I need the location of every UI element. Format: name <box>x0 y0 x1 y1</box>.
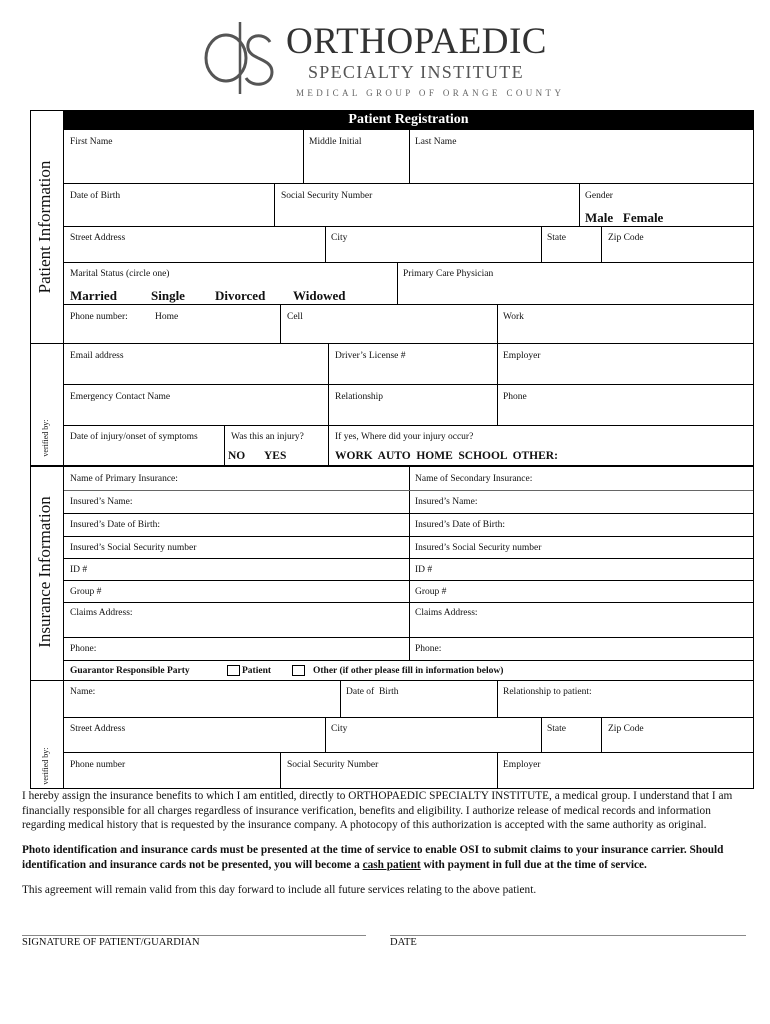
guarantor-dob-label: Date of Birth <box>346 687 399 697</box>
insurance-phone-label-1: Phone: <box>70 644 97 654</box>
group-label-2: Group # <box>415 587 447 597</box>
signature-label: SIGNATURE OF PATIENT/GUARDIAN <box>22 937 200 948</box>
emergency-phone-label: Phone <box>503 392 527 402</box>
gender-options[interactable]: Male Female <box>585 210 664 225</box>
was-injury-label: Was this an injury? <box>231 432 304 442</box>
patient-option-label: Patient <box>242 666 272 676</box>
insured-name-label-1: Insured’s Name: <box>70 497 133 507</box>
patient-info-label: Patient Information <box>35 160 54 294</box>
injury-yes[interactable]: YES <box>264 450 287 462</box>
validity-paragraph: This agreement will remain valid from this day forward to include all future services relating to the above patient. <box>22 884 537 896</box>
primary-insurance-label: Name of Primary Insurance: <box>70 474 178 484</box>
date-label: DATE <box>390 937 417 948</box>
guarantor-street-label: Street Address <box>70 724 126 734</box>
relationship-label: Relationship <box>335 392 384 402</box>
injury-no[interactable]: NO <box>228 450 246 462</box>
guarantor-phone-label: Phone number <box>70 760 126 770</box>
marital-divorced[interactable]: Divorced <box>215 288 266 303</box>
verified-by-label-2: verified by: <box>41 747 50 785</box>
phone-number-label: Phone number: <box>70 312 128 322</box>
id-label-2: ID # <box>415 565 433 575</box>
cash-patient-text: cash patient <box>362 858 421 871</box>
drivers-license-label: Driver’s License # <box>335 351 406 361</box>
state-label: State <box>547 233 566 243</box>
group-label-1: Group # <box>70 587 102 597</box>
other-checkbox[interactable] <box>292 665 305 676</box>
employer-label: Employer <box>503 351 541 361</box>
home-phone-label: Home <box>155 312 179 322</box>
guarantor-ssn-label: Social Security Number <box>287 760 379 770</box>
city-label: City <box>331 233 348 243</box>
guarantor-employer-label: Employer <box>503 760 541 770</box>
insurance-phone-label-2: Phone: <box>415 644 442 654</box>
work-phone-label: Work <box>503 312 524 322</box>
street-label: Street Address <box>70 233 126 243</box>
signature-line[interactable] <box>22 935 366 936</box>
form-title: Patient Registration <box>348 112 469 127</box>
guarantor-name-label: Name: <box>70 687 96 697</box>
injury-where-options[interactable]: WORK AUTO HOME SCHOOL OTHER: <box>335 450 558 462</box>
emergency-contact-label: Emergency Contact Name <box>70 392 171 402</box>
guarantor-title: Guarantor Responsible Party <box>70 666 190 676</box>
photo-id-text-b: with payment in full due at the time of service. <box>420 858 647 871</box>
marital-label: Marital Status (circle one) <box>70 269 170 279</box>
injury-date-label: Date of injury/onset of symptoms <box>70 432 198 442</box>
first-name-label: First Name <box>70 137 113 147</box>
assignment-paragraph: I hereby assign the insurance benefits to which I am entitled, directly to ORTHOPAEDIC SPECIALTY INSTITUTE, a medical group. I understand that I am financially responsible for all charges regardless of insurance verification, benefits and eligibility. I authorize release of medical records and information regarding medical history that is requested by the insurance company. A photocopy of this authorization is accepted with the same authority as original. <box>22 790 733 832</box>
claims-address-label-1: Claims Address: <box>70 608 133 618</box>
insured-ssn-label-1: Insured’s Social Security number <box>70 543 197 553</box>
patient-checkbox[interactable] <box>227 665 240 676</box>
dob-label: Date of Birth <box>70 191 121 201</box>
insured-dob-label-2: Insured’s Date of Birth: <box>415 520 505 530</box>
gender-label: Gender <box>585 191 613 201</box>
insured-dob-label-1: Insured’s Date of Birth: <box>70 520 160 530</box>
brand-main: ORTHOPAEDIC <box>286 21 547 62</box>
zip-label: Zip Code <box>608 233 644 243</box>
cell-phone-label: Cell <box>287 312 303 322</box>
insured-name-label-2: Insured’s Name: <box>415 497 478 507</box>
middle-initial-label: Middle Initial <box>309 137 362 147</box>
photo-id-paragraph <box>22 843 752 872</box>
brand-tag: MEDICAL GROUP OF ORANGE COUNTY <box>296 88 565 98</box>
other-option-label: Other (if other please fill in information below) <box>313 666 504 676</box>
guarantor-zip-label: Zip Code <box>608 724 644 734</box>
photo-id-text-a: Photo identification and insurance cards must be presented at the time of service to enable OSI to submit claims to your insurance carrier. Should identification and insurance cards not be presented, you will become a <box>22 844 724 871</box>
logo <box>200 18 280 96</box>
guarantor-state-label: State <box>547 724 566 734</box>
email-label: Email address <box>70 351 124 361</box>
insured-ssn-label-2: Insured’s Social Security number <box>415 543 542 553</box>
brand-sub: SPECIALTY INSTITUTE <box>308 62 524 82</box>
marital-married[interactable]: Married <box>70 288 117 303</box>
last-name-label: Last Name <box>415 137 457 147</box>
insurance-info-label: Insurance Information <box>35 496 54 648</box>
ssn-label: Social Security Number <box>281 191 373 201</box>
where-injury-label: If yes, Where did your injury occur? <box>335 432 474 442</box>
marital-single[interactable]: Single <box>151 288 185 303</box>
verified-by-label-1: verified by: <box>41 419 50 457</box>
pcp-label: Primary Care Physician <box>403 269 494 279</box>
id-label-1: ID # <box>70 565 88 575</box>
claims-address-label-2: Claims Address: <box>415 608 478 618</box>
date-line[interactable] <box>390 935 746 936</box>
guarantor-relationship-label: Relationship to patient: <box>503 687 592 697</box>
marital-widowed[interactable]: Widowed <box>293 288 346 303</box>
guarantor-city-label: City <box>331 724 348 734</box>
secondary-insurance-label: Name of Secondary Insurance: <box>415 474 533 484</box>
